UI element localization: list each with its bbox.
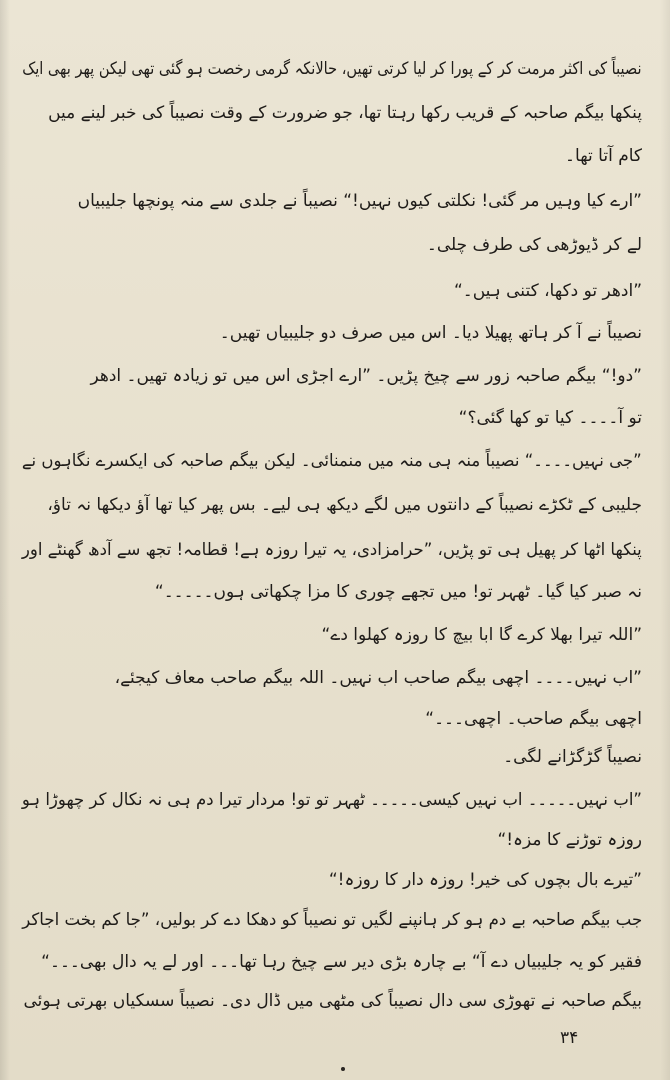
text-line: بیگم صاحبہ نے تھوڑی سی دال نصیباً کی مٹھی میں ڈال دی۔ نصیباً سسکیاں بھرتی ہوئی — [23, 991, 642, 1011]
text-line: لے کر ڈیوڑھی کی طرف چلی۔ — [426, 235, 642, 255]
text-line: روزہ توڑنے کا مزہ!“ — [497, 830, 642, 850]
text-line: ”اللہ تیرا بھلا کرے گا ابا بیچ کا روزہ کھلوا دے“ — [321, 625, 642, 645]
text-line: ”جی نہیں۔۔۔۔“ نصیباً منہ ہی منہ میں منمنائی۔ لیکن بیگم صاحبہ کی ایکسرے نگاہوں نے — [22, 451, 642, 471]
text-line: ”تیرے بال بچوں کی خیر! روزہ دار کا روزہ!“ — [328, 870, 642, 890]
text-line: نہ صبر کیا گیا۔ ٹھہر تو! میں تجھے چوری کا مزا چکھاتی ہوں۔۔۔۔۔“ — [154, 582, 642, 602]
text-line: پنکھا بیگم صاحبہ کے قریب رکھا رہتا تھا، جو ضرورت کے وقت نصیباً کی خبر لینے میں — [48, 103, 642, 123]
text-line: جلیبی کے ٹکڑے نصیباً کے دانتوں میں لگے دیکھ ہی لیے۔ بس پھر کیا تھا آؤ دیکھا نہ تاؤ، — [47, 495, 642, 515]
page-number: ۳۴ — [560, 1028, 579, 1048]
text-line: ”اب نہیں۔۔۔۔ اچھی بیگم صاحب اب نہیں۔ اللہ بیگم صاحب معاف کیجئے، — [114, 668, 642, 688]
text-line: تو آ۔۔۔۔ کیا تو کھا گئی؟“ — [458, 408, 642, 428]
text-line: نصیباً نے آ کر ہاتھ پھیلا دیا۔ اس میں صرف دو جلیبیاں تھیں۔ — [219, 323, 642, 343]
text-line: نصیباً کی اکثر مرمت کر کے پورا کر لیا کرتی تھیں، حالانکہ گرمی رخصت ہو گئی تھی لیکن پھر بھی ایک — [22, 59, 642, 79]
text-line: ”ارے کیا وہیں مر گئی! نکلتی کیوں نہیں!“ نصیباً نے جلدی سے منہ پونچھا جلیبیاں — [77, 191, 642, 211]
text-line: جب بیگم صاحبہ بے دم ہو کر ہانپنے لگیں تو نصیباً کو دھکا دے کر بولیں، ”جا کم بخت اجاکر — [22, 910, 642, 930]
text-line: ”اب نہیں۔۔۔۔۔ اب نہیں کیسی۔۔۔۔۔ ٹھہر تو تو! مردار تیرا دم ہی نہ نکال کر چھوڑا ہو — [21, 790, 642, 810]
text-line: نصیباً گڑگڑانے لگی۔ — [503, 747, 642, 767]
page-mark — [341, 1067, 345, 1071]
text-line: فقیر کو یہ جلیبیاں دے آ“ بے چارہ بڑی دیر سے چیخ رہا تھا۔۔۔ اور لے یہ دال بھی۔۔۔“ — [41, 952, 642, 972]
text-line: ”دو!“ بیگم صاحبہ زور سے چیخ پڑیں۔ ”ارے اجڑی اس میں تو زیادہ تھیں۔ ادھر — [90, 366, 642, 386]
text-line: پنکھا اٹھا کر پھیل ہی تو پڑیں، ”حرامزادی، یہ تیرا روزہ ہے! قطامہ! تجھ سے آدھ گھنٹے اور — [22, 540, 642, 560]
text-line: کام آتا تھا۔ — [565, 146, 642, 166]
text-line: ”ادھر تو دکھا، کتنی ہیں۔“ — [453, 281, 642, 301]
text-line: اچھی بیگم صاحب۔ اچھی۔۔۔“ — [425, 709, 642, 729]
